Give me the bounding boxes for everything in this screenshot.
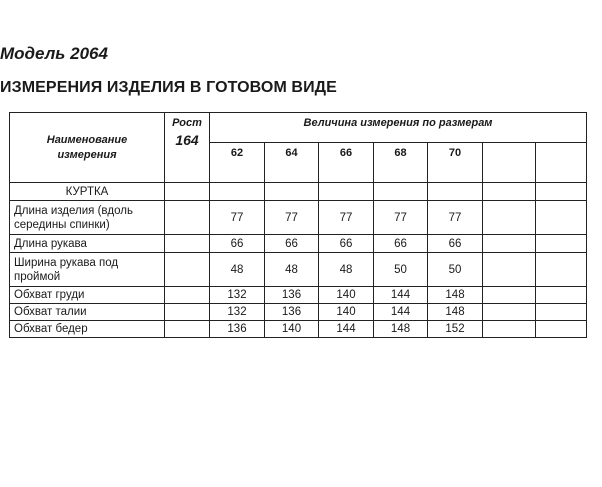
empty-cell xyxy=(265,183,319,201)
value-cell xyxy=(536,253,587,287)
value-cell: 132 xyxy=(210,304,265,321)
value-cell xyxy=(536,235,587,253)
size-header: 66 xyxy=(319,143,374,183)
table-row xyxy=(10,321,587,338)
value-cell xyxy=(483,235,536,253)
empty-cell xyxy=(536,183,587,201)
value-cell: 48 xyxy=(319,253,374,287)
table-row xyxy=(10,287,587,304)
value-cell: 48 xyxy=(265,253,319,287)
value-cell: 144 xyxy=(319,321,374,338)
empty-cell xyxy=(165,183,210,201)
value-cell: 77 xyxy=(374,201,428,235)
value-cell: 77 xyxy=(319,201,374,235)
row-label: Длина рукава xyxy=(10,235,165,253)
value-cell: 48 xyxy=(210,253,265,287)
value-cell: 66 xyxy=(265,235,319,253)
size-header: 64 xyxy=(265,143,319,183)
value-cell: 140 xyxy=(319,287,374,304)
empty-cell xyxy=(374,183,428,201)
value-cell: 144 xyxy=(374,287,428,304)
value-cell: 77 xyxy=(210,201,265,235)
empty-cell xyxy=(165,304,210,321)
height-value: 164 xyxy=(175,132,199,148)
value-cell: 50 xyxy=(428,253,483,287)
sizes-header: Величина измерения по размерам xyxy=(210,113,587,143)
value-cell: 140 xyxy=(265,321,319,338)
size-header: 70 xyxy=(428,143,483,183)
name-header xyxy=(10,113,165,183)
row-label: Длина изделия (вдоль середины спинки) xyxy=(10,201,165,235)
row-label: Ширина рукава под проймой xyxy=(10,253,165,287)
value-cell: 66 xyxy=(374,235,428,253)
name-header-line2: измерения xyxy=(57,148,117,161)
table-row xyxy=(10,235,587,253)
measurements-table xyxy=(9,112,587,338)
value-cell: 66 xyxy=(428,235,483,253)
value-cell xyxy=(536,201,587,235)
value-cell: 136 xyxy=(265,287,319,304)
page-heading: ИЗМЕРЕНИЯ ИЗДЕЛИЯ В ГОТОВОМ ВИДЕ xyxy=(0,79,337,96)
size-header xyxy=(536,143,587,183)
empty-cell xyxy=(319,183,374,201)
value-cell xyxy=(483,253,536,287)
empty-cell xyxy=(165,321,210,338)
name-header-line1: Наименование xyxy=(46,133,128,146)
value-cell: 152 xyxy=(428,321,483,338)
value-cell: 77 xyxy=(265,201,319,235)
value-cell xyxy=(483,201,536,235)
header-row-top xyxy=(10,113,587,143)
empty-cell xyxy=(428,183,483,201)
value-cell xyxy=(536,287,587,304)
empty-cell xyxy=(165,235,210,253)
row-label: Обхват бедер xyxy=(10,321,165,338)
table-row xyxy=(10,201,587,235)
empty-cell xyxy=(165,253,210,287)
value-cell xyxy=(483,321,536,338)
value-cell: 148 xyxy=(428,287,483,304)
value-cell xyxy=(536,321,587,338)
size-header: 62 xyxy=(210,143,265,183)
empty-cell xyxy=(483,183,536,201)
section-label: КУРТКА xyxy=(10,183,165,201)
value-cell: 140 xyxy=(319,304,374,321)
row-label: Обхват талии xyxy=(10,304,165,321)
height-label: Рост xyxy=(172,117,202,129)
empty-cell xyxy=(165,287,210,304)
size-header: 68 xyxy=(374,143,428,183)
value-cell xyxy=(536,304,587,321)
value-cell: 66 xyxy=(210,235,265,253)
row-label: Обхват груди xyxy=(10,287,165,304)
model-title: Модель 2064 xyxy=(0,44,108,63)
value-cell: 50 xyxy=(374,253,428,287)
value-cell xyxy=(483,304,536,321)
table-row xyxy=(10,304,587,321)
table-row xyxy=(10,253,587,287)
value-cell: 136 xyxy=(210,321,265,338)
value-cell: 144 xyxy=(374,304,428,321)
size-header xyxy=(483,143,536,183)
value-cell: 136 xyxy=(265,304,319,321)
empty-cell xyxy=(165,201,210,235)
empty-cell xyxy=(210,183,265,201)
height-header xyxy=(165,113,210,183)
value-cell: 66 xyxy=(319,235,374,253)
value-cell: 148 xyxy=(428,304,483,321)
value-cell: 132 xyxy=(210,287,265,304)
value-cell xyxy=(483,287,536,304)
value-cell: 77 xyxy=(428,201,483,235)
value-cell: 148 xyxy=(374,321,428,338)
section-row xyxy=(10,183,587,201)
